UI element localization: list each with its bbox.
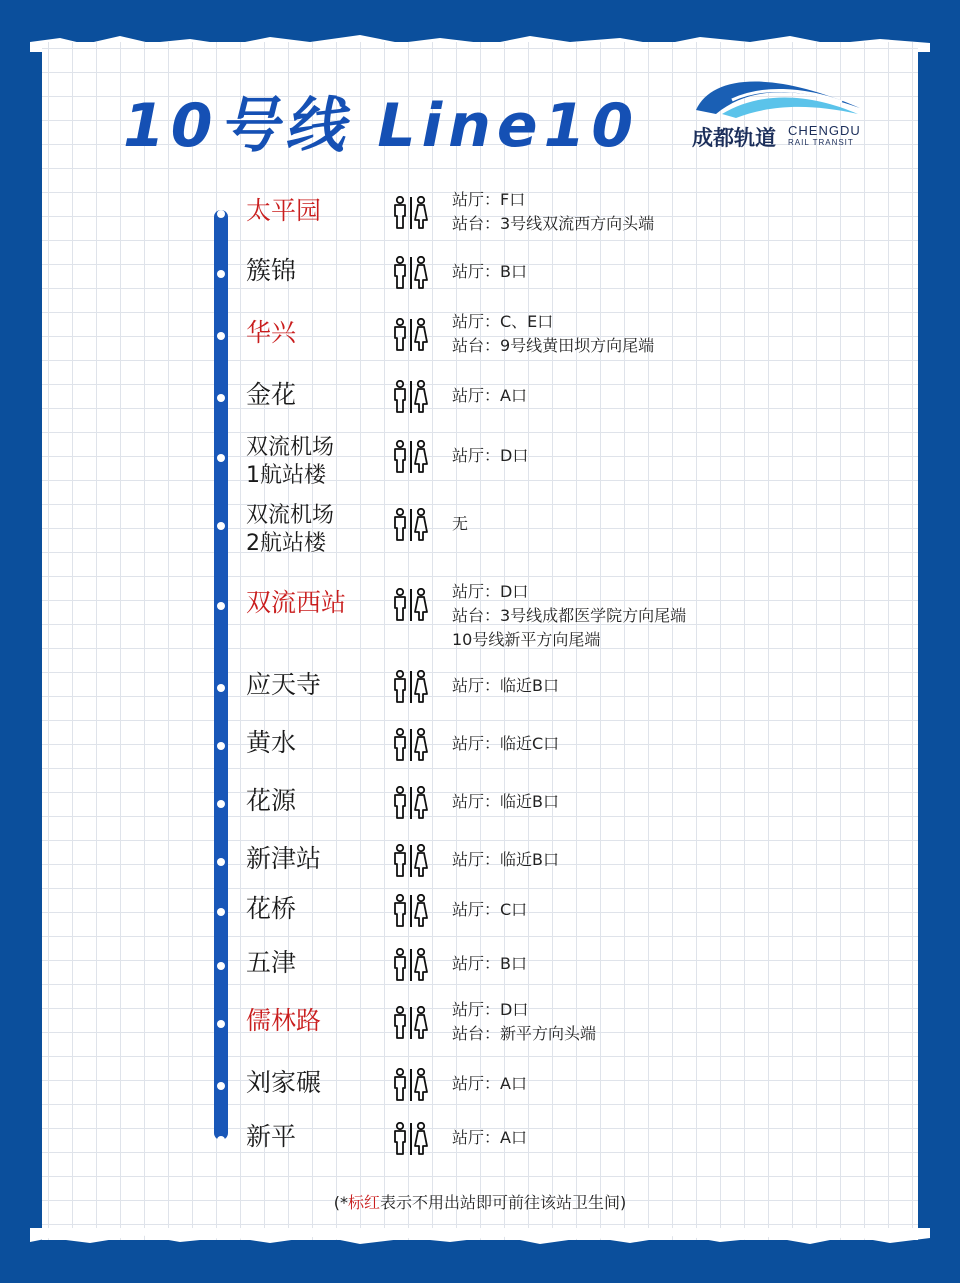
station-row: [0, 728, 960, 778]
station-dot: [217, 684, 225, 692]
logo-swoosh-icon: [692, 70, 864, 122]
restroom-man-woman-icon: [392, 786, 430, 820]
station-dot: [217, 742, 225, 750]
restroom-location-info: [452, 512, 468, 536]
footnote-red-text: 标红: [347, 1193, 380, 1212]
info-line: 站厅：D口: [452, 582, 529, 601]
station-row: [0, 256, 960, 306]
info-line: 站厅：D口: [452, 446, 529, 465]
restroom-man-woman-icon: [392, 588, 430, 622]
station-name: 儒林路: [246, 1006, 322, 1035]
restroom-location-info: [452, 1072, 527, 1096]
logo-english-text: CHENGDU: [788, 123, 861, 138]
station-name: 双流西站: [246, 588, 347, 617]
info-line: 站厅：临近B口: [452, 676, 559, 695]
info-line: 站厅：C口: [452, 900, 528, 919]
restroom-man-woman-icon: [392, 670, 430, 704]
restroom-location-info: [452, 952, 527, 976]
station-name: 花桥: [246, 894, 297, 923]
restroom-man-woman-icon: [392, 728, 430, 762]
station-name: 新津站: [246, 844, 322, 873]
station-dot: [217, 270, 225, 278]
station-dot: [217, 1020, 225, 1028]
info-line: 站厅：临近B口: [452, 792, 559, 811]
station-name: 新平: [246, 1122, 297, 1151]
station-dot: [217, 394, 225, 402]
station-name: 刘家碾: [246, 1068, 322, 1097]
station-row: [0, 190, 960, 246]
chengdu-rail-transit-logo: [692, 70, 864, 152]
info-line: 10号线新平方向尾端: [452, 630, 601, 649]
restroom-location-info: [452, 188, 654, 236]
footnote: [0, 1190, 960, 1213]
station-dot: [217, 908, 225, 916]
station-row: [0, 894, 960, 944]
info-line: 站台：3号线双流西方向头端: [452, 214, 655, 233]
restroom-location-info: [452, 674, 559, 698]
footnote-prefix: (*: [333, 1193, 348, 1212]
info-line: 站厅：B口: [452, 954, 527, 973]
station-dot: [217, 962, 225, 970]
station-row: [0, 380, 960, 430]
info-line: 站厅：C、E口: [452, 312, 554, 331]
restroom-man-woman-icon: [392, 380, 430, 414]
station-row: [0, 1068, 960, 1118]
station-row: [0, 582, 960, 649]
station-row: [0, 786, 960, 836]
station-row: [0, 844, 960, 894]
station-row: [0, 435, 960, 490]
logo-chinese-text: 成都轨道: [692, 126, 776, 150]
station-row: [0, 1122, 960, 1172]
restroom-location-info: [452, 580, 686, 652]
info-line: 站厅：B口: [452, 262, 527, 281]
station-name: 黄水: [246, 728, 297, 757]
restroom-location-info: [452, 260, 527, 284]
station-name: 应天寺: [246, 670, 322, 699]
info-line: 站厅：A口: [452, 1074, 527, 1093]
restroom-location-info: [452, 732, 559, 756]
footnote-suffix: 表示不用出站即可前往该站卫生间): [380, 1193, 627, 1212]
restroom-man-woman-icon: [392, 1006, 430, 1040]
info-line: 站台：新平方向头端: [452, 1024, 597, 1043]
restroom-location-info: [452, 310, 654, 358]
station-name: 五津: [246, 948, 297, 977]
info-line: 站厅：A口: [452, 386, 527, 405]
restroom-man-woman-icon: [392, 1068, 430, 1102]
info-line: 站厅：临近B口: [452, 850, 559, 869]
restroom-location-info: [452, 1126, 527, 1150]
station-row: [0, 1000, 960, 1056]
station-dot: [217, 858, 225, 866]
info-line: 站厅：临近C口: [452, 734, 560, 753]
restroom-location-info: [452, 790, 559, 814]
restroom-location-info: [452, 898, 527, 922]
restroom-man-woman-icon: [392, 508, 430, 542]
restroom-man-woman-icon: [392, 256, 430, 290]
station-name: 双流机场 2航站楼: [246, 503, 335, 556]
station-name: 双流机场 1航站楼: [246, 435, 335, 488]
info-line: 站厅：D口: [452, 1000, 529, 1019]
restroom-man-woman-icon: [392, 948, 430, 982]
station-name: 花源: [246, 786, 297, 815]
restroom-man-woman-icon: [392, 196, 430, 230]
torn-paper-bottom-edge: [30, 1228, 930, 1250]
info-line: 站厅：F口: [452, 190, 526, 209]
station-dot: [217, 800, 225, 808]
station-dot: [217, 602, 225, 610]
station-name: 太平园: [246, 196, 322, 225]
page-title: 10号线 Line10: [123, 91, 640, 161]
restroom-location-info: [452, 444, 528, 468]
station-dot: [217, 332, 225, 340]
station-name: 金花: [246, 380, 297, 409]
station-dot: [217, 454, 225, 462]
restroom-location-info: [452, 998, 596, 1046]
station-row: [0, 312, 960, 368]
restroom-man-woman-icon: [392, 894, 430, 928]
station-dot: [217, 522, 225, 530]
info-line: 站台：9号线黄田坝方向尾端: [452, 336, 655, 355]
restroom-man-woman-icon: [392, 440, 430, 474]
logo-english-subtext: RAIL TRANSIT: [788, 138, 854, 147]
station-dot: [217, 210, 225, 218]
station-name: 簇锦: [246, 256, 297, 285]
station-row: [0, 948, 960, 998]
restroom-man-woman-icon: [392, 844, 430, 878]
info-line: 站厅：A口: [452, 1128, 527, 1147]
station-row: [0, 670, 960, 720]
station-name: 华兴: [246, 318, 297, 347]
station-row: [0, 503, 960, 558]
station-dot: [217, 1136, 225, 1144]
info-line: 无: [452, 514, 469, 533]
restroom-location-info: [452, 848, 559, 872]
info-line: 站台：3号线成都医学院方向尾端: [452, 606, 687, 625]
restroom-location-info: [452, 384, 527, 408]
restroom-man-woman-icon: [392, 1122, 430, 1156]
restroom-man-woman-icon: [392, 318, 430, 352]
station-dot: [217, 1082, 225, 1090]
